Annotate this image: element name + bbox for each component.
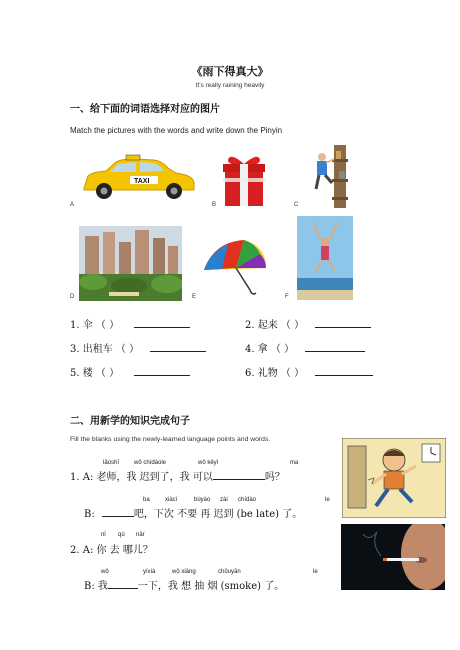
- list-item: 3. 出租车 （ ）: [70, 340, 206, 355]
- smoking-man-photo: [341, 524, 445, 590]
- answer-blank-2b[interactable]: [108, 579, 138, 589]
- answer-blank-1a[interactable]: [213, 470, 265, 480]
- list-item: 1. 伞 （ ）: [70, 316, 190, 331]
- list-item: 2. 起来 （ ）: [245, 316, 371, 331]
- question-2a: 2. A: 你 去 哪儿？: [70, 545, 153, 556]
- jumping-person-icon: [297, 216, 353, 300]
- umbrella-icon: [200, 238, 270, 298]
- pinyin-blank[interactable]: [315, 366, 373, 376]
- page-subtitle: It's really raining heavily: [195, 82, 265, 89]
- gift-icon: [220, 150, 268, 208]
- picture-letter-e: E: [192, 294, 197, 300]
- climbing-shelf-icon: [306, 145, 348, 210]
- question-1b: B: 吧，下次 不要 再 迟到 (be late) 了。: [84, 509, 303, 520]
- late-student-illustration: [342, 438, 446, 518]
- question-1a: 1. A: 老师，我 迟到了，我 可以 吗？: [70, 472, 285, 483]
- buildings-icon: [79, 226, 182, 301]
- section1-instruction: Match the pictures with the words and write down the Pinyin: [70, 126, 283, 135]
- picture-letter-d: D: [70, 294, 75, 300]
- answer-blank-1b[interactable]: [102, 507, 134, 517]
- picture-letter-b: B: [212, 202, 217, 208]
- question-2b: B: 我 一下，我 想 抽 烟 (smoke) 了。: [84, 581, 285, 592]
- pinyin-blank[interactable]: [134, 318, 190, 328]
- picture-letter-a: A: [70, 202, 75, 208]
- list-item: 5. 楼 （ ）: [70, 364, 190, 379]
- section2-instruction: Fill the blanks using the newly-learned language points and words.: [70, 436, 271, 443]
- section1-heading: 一、给下面的词语选择对应的图片: [70, 104, 220, 115]
- pinyin-blank[interactable]: [150, 342, 206, 352]
- section2-heading: 二、用新学的知识完成句子: [70, 416, 190, 427]
- svg-text:TAXI: TAXI: [134, 178, 150, 185]
- pinyin-blank[interactable]: [305, 342, 365, 352]
- list-item: 4. 拿 （ ）: [245, 340, 365, 355]
- page-title: 《雨下得真大》: [191, 65, 269, 78]
- list-item: 6. 礼物 （ ）: [245, 364, 373, 379]
- pinyin-blank[interactable]: [134, 366, 190, 376]
- taxi-icon: [78, 154, 198, 202]
- picture-letter-c: C: [294, 202, 299, 208]
- picture-letter-f: F: [285, 294, 289, 300]
- pinyin-blank[interactable]: [315, 318, 371, 328]
